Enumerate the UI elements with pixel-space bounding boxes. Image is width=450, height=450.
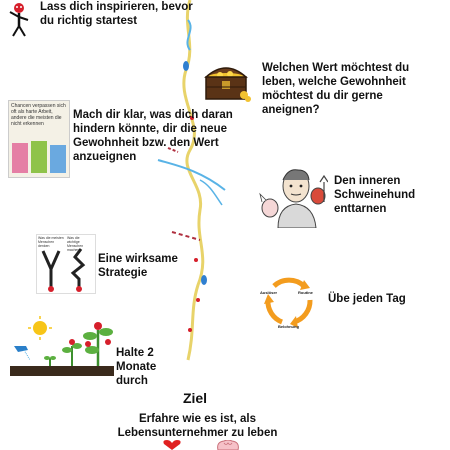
step-obstacles <box>8 100 253 178</box>
step-daily <box>258 270 448 334</box>
step-inspire <box>6 0 196 40</box>
step-value-text: Welchen Wert möchtest du leben, welche Gewohnheit möchtest du dir gerne aneignen? <box>262 62 410 116</box>
step-months-text: Halte 2 Monate durch <box>116 347 157 387</box>
goal-title: Ziel <box>182 390 208 406</box>
step-months <box>10 316 190 387</box>
stick-figure-icon <box>6 2 32 38</box>
strategy-right-caption: Was die wichtige Menschen machen <box>67 236 84 252</box>
inner-demon-person-icon <box>258 162 328 228</box>
chances-card-image <box>8 100 70 178</box>
cycle-label-routine: Routine <box>298 290 313 295</box>
cycle-label-reward: Belohnung <box>278 324 299 329</box>
goal-subtitle: Erfahre wie es ist, als Lebensunternehmer zu leben <box>117 413 278 439</box>
habit-cycle-icon <box>258 270 320 332</box>
brain-icon <box>216 440 240 450</box>
step-daily-text: Übe jeden Tag <box>328 293 406 305</box>
step-strategy <box>36 234 196 296</box>
step-inspire-text: Lass dich inspirieren, bevor du richtig startest <box>40 1 193 27</box>
strategy-left-caption: Was die meisten Menschen denken <box>38 236 64 248</box>
strategy-card-image <box>36 234 96 294</box>
step-obstacles-text: Mach dir klar, was dich daran hindern könnte, dir die neue Gewohnheit bzw. den Wert anzueignen <box>73 109 233 163</box>
growing-plants-icon <box>10 316 114 378</box>
cycle-label-trigger: Auslöser <box>260 290 278 295</box>
step-inner-text: Den inneren Schweinehund enttarnen <box>334 175 416 215</box>
chances-card-text: Chancen verpassen sich oft als harte Arbeit, andere die meisten die nicht erkennen <box>11 103 66 127</box>
step-strategy-text: Eine wirksame Strategie <box>98 253 178 279</box>
step-inner <box>258 162 448 232</box>
treasure-chest-icon <box>200 59 252 103</box>
heart-icon <box>162 440 182 450</box>
